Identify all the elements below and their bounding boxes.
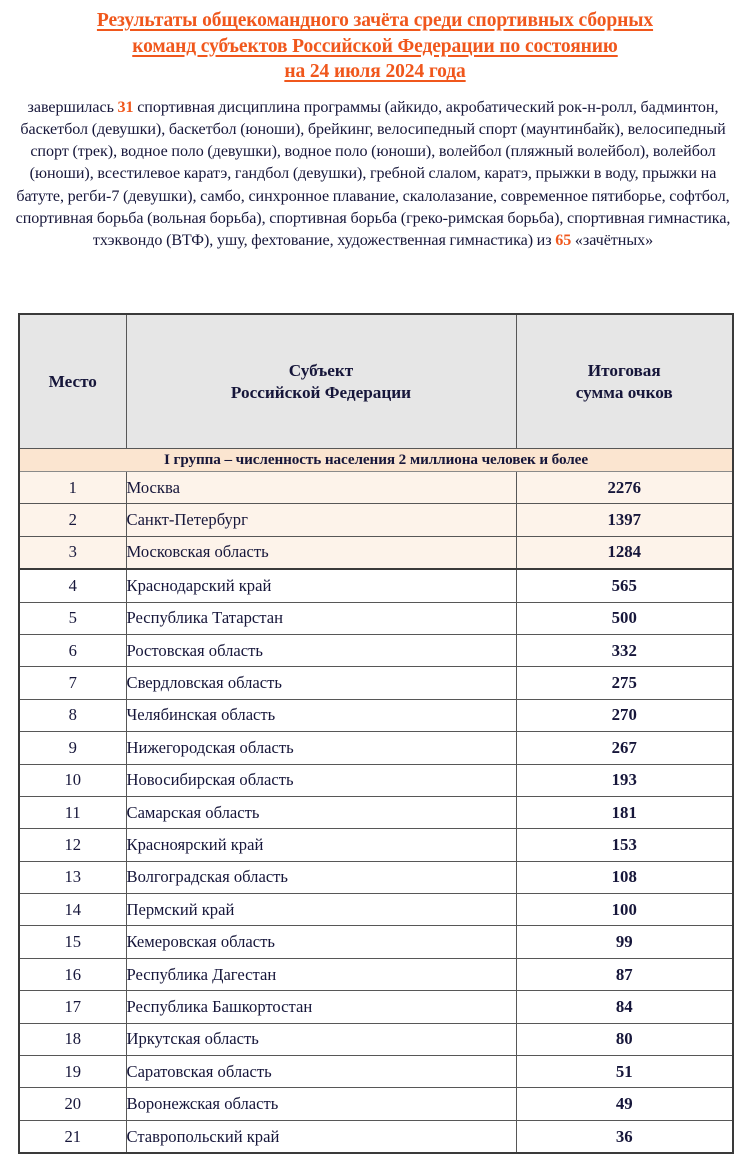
- cell-place: 17: [19, 991, 126, 1023]
- intro-paragraph: [0, 85, 750, 253]
- cell-points: 270: [516, 699, 733, 731]
- cell-place: 13: [19, 861, 126, 893]
- cell-place: 4: [19, 569, 126, 602]
- table-row: [19, 1023, 733, 1055]
- cell-points: 193: [516, 764, 733, 796]
- table-row: [19, 504, 733, 536]
- table-row: [19, 602, 733, 634]
- cell-points: 80: [516, 1023, 733, 1055]
- cell-subject: Республика Татарстан: [126, 602, 516, 634]
- cell-points: 153: [516, 829, 733, 861]
- cell-place: 7: [19, 667, 126, 699]
- page-title-line-1: Результаты общекомандного зачёта среди спортивных сборных: [96, 10, 654, 31]
- cell-points: 565: [516, 569, 733, 602]
- cell-place: 2: [19, 504, 126, 536]
- cell-place: 5: [19, 602, 126, 634]
- group-banner-row: [19, 449, 733, 472]
- cell-points: 36: [516, 1120, 733, 1153]
- cell-points: 87: [516, 958, 733, 990]
- table-row: [19, 1088, 733, 1120]
- cell-subject: Санкт-Петербург: [126, 504, 516, 536]
- table-header-row: [19, 314, 733, 449]
- cell-subject: Москва: [126, 472, 516, 504]
- cell-points: 2276: [516, 472, 733, 504]
- table-row: [19, 926, 733, 958]
- cell-points: 51: [516, 1056, 733, 1088]
- cell-subject: Ставропольский край: [126, 1120, 516, 1153]
- page-title-line-3: на 24 июля 2024 года: [284, 61, 466, 82]
- column-header-place: Место: [19, 314, 126, 449]
- cell-points: 108: [516, 861, 733, 893]
- cell-points: 332: [516, 634, 733, 666]
- results-table: [18, 313, 734, 1154]
- cell-subject: Ростовская область: [126, 634, 516, 666]
- table-body: [19, 449, 733, 1154]
- intro-segment-3: «зачётных»: [571, 232, 654, 250]
- page-title: [0, 0, 750, 85]
- cell-place: 1: [19, 472, 126, 504]
- cell-place: 16: [19, 958, 126, 990]
- cell-subject: Кемеровская область: [126, 926, 516, 958]
- table-row: [19, 1056, 733, 1088]
- table-row: [19, 958, 733, 990]
- cell-place: 18: [19, 1023, 126, 1055]
- cell-place: 21: [19, 1120, 126, 1153]
- cell-subject: Республика Башкортостан: [126, 991, 516, 1023]
- page-title-line-2: команд субъектов Российской Федерации по состоянию: [132, 35, 618, 57]
- cell-subject: Красноярский край: [126, 829, 516, 861]
- cell-points: 100: [516, 894, 733, 926]
- cell-points: 275: [516, 667, 733, 699]
- cell-subject: Свердловская область: [126, 667, 516, 699]
- cell-place: 3: [19, 536, 126, 569]
- table-row: [19, 536, 733, 569]
- cell-subject: Республика Дагестан: [126, 958, 516, 990]
- results-table-container: [18, 313, 732, 1154]
- cell-subject: Новосибирская область: [126, 764, 516, 796]
- cell-subject: Пермский край: [126, 894, 516, 926]
- column-header-subject: [126, 314, 516, 449]
- table-row: [19, 796, 733, 828]
- cell-subject: Воронежская область: [126, 1088, 516, 1120]
- cell-place: 8: [19, 699, 126, 731]
- cell-subject: Саратовская область: [126, 1056, 516, 1088]
- table-row: [19, 861, 733, 893]
- cell-subject: Московская область: [126, 536, 516, 569]
- table-row: [19, 764, 733, 796]
- table-row: [19, 894, 733, 926]
- cell-subject: Нижегородская область: [126, 732, 516, 764]
- cell-place: 20: [19, 1088, 126, 1120]
- cell-points: 99: [516, 926, 733, 958]
- column-header-subject-line2: Российской Федерации: [230, 382, 412, 402]
- column-header-subject-line1: Субъект: [288, 360, 354, 380]
- column-header-points-line1: Итоговая: [587, 360, 661, 380]
- table-row: [19, 667, 733, 699]
- cell-subject: Волгоградская область: [126, 861, 516, 893]
- cell-subject: Самарская область: [126, 796, 516, 828]
- intro-segment-2: спортивная дисциплина программы (айкидо, акробатический рок-н-ролл, бадминтон, баскетбол (девушки), баскетбол (юноши), брейкинг, велосипедный спорт (маунтинбайк), велосипедный спорт (трек), водное поло (девушки), водное поло (юноши), волейбол (пляжный волейбол), волейбол (юноши), всестилевое каратэ, гандбол (девушки), гребной слалом, каратэ, прыжки в воду, прыжки на батуте, регби-7 (девушки), самбо, синхронное плавание, скалолазание, современное пятиборье, софтбол, спортивная борьба (вольная борьба), спортивная борьба (греко-римская борьба), спортивная гимнастика, тхэквондо (ВТФ), ушу, фехтование, художественная гимнастика) из: [15, 98, 731, 250]
- cell-points: 49: [516, 1088, 733, 1120]
- cell-points: 267: [516, 732, 733, 764]
- table-row: [19, 634, 733, 666]
- cell-place: 9: [19, 732, 126, 764]
- table-row: [19, 732, 733, 764]
- table-row: [19, 472, 733, 504]
- cell-points: 1397: [516, 504, 733, 536]
- cell-subject: Челябинская область: [126, 699, 516, 731]
- table-head: [19, 314, 733, 449]
- cell-subject: Иркутская область: [126, 1023, 516, 1055]
- intro-highlight-total: 65: [555, 232, 572, 250]
- table-row: [19, 699, 733, 731]
- cell-points: 181: [516, 796, 733, 828]
- table-row: [19, 569, 733, 602]
- cell-subject: Краснодарский край: [126, 569, 516, 602]
- cell-place: 11: [19, 796, 126, 828]
- cell-place: 12: [19, 829, 126, 861]
- group-banner-label: I группа – численность населения 2 миллиона человек и более: [19, 449, 733, 472]
- cell-points: 84: [516, 991, 733, 1023]
- cell-place: 14: [19, 894, 126, 926]
- cell-place: 15: [19, 926, 126, 958]
- table-row: [19, 829, 733, 861]
- column-header-points: [516, 314, 733, 449]
- cell-place: 10: [19, 764, 126, 796]
- cell-place: 19: [19, 1056, 126, 1088]
- intro-segment-1: завершилась: [27, 98, 118, 116]
- cell-place: 6: [19, 634, 126, 666]
- table-row: [19, 991, 733, 1023]
- column-header-points-line2: сумма очков: [575, 382, 673, 402]
- intro-highlight-disciplines: 31: [117, 98, 134, 116]
- table-row: [19, 1120, 733, 1153]
- cell-points: 500: [516, 602, 733, 634]
- cell-points: 1284: [516, 536, 733, 569]
